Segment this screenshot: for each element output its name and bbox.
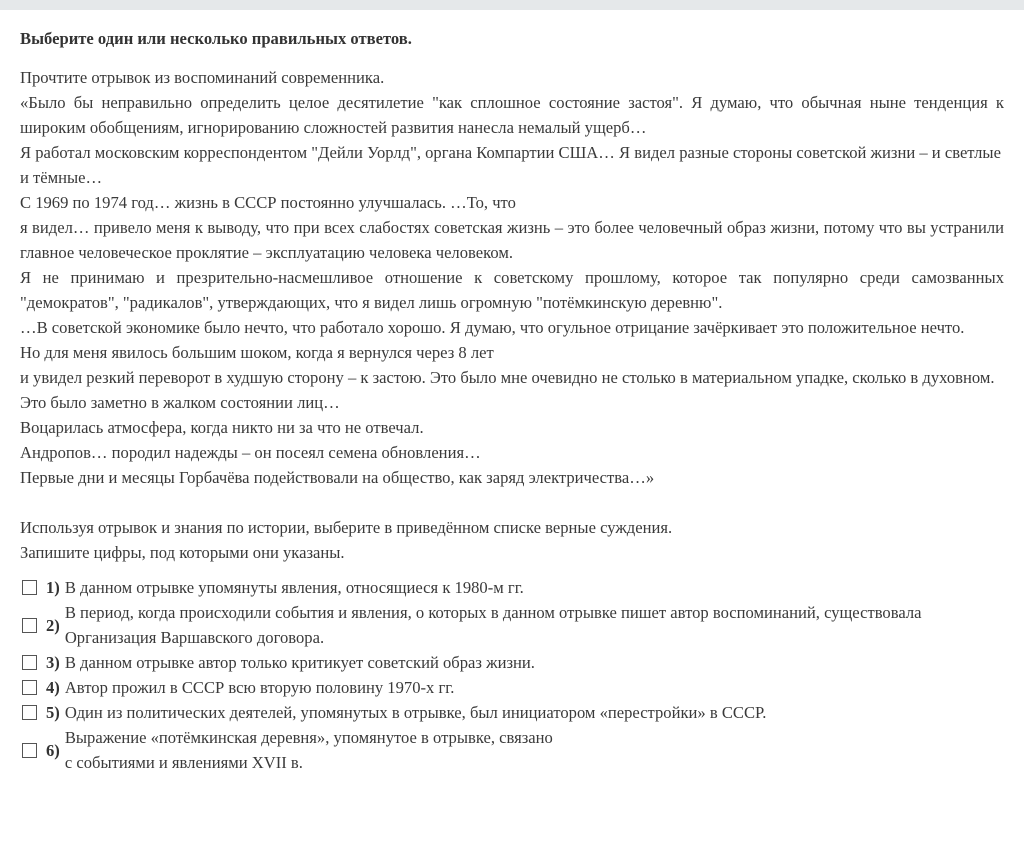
- source-passage: [20, 65, 1004, 490]
- option-checkbox[interactable]: [22, 705, 37, 720]
- option-text-line: Выражение «потёмкинская деревня», упомянутое в отрывке, связано: [64, 728, 553, 747]
- task-line-2: Запишите цифры, под которыми они указаны.: [20, 543, 345, 562]
- option-checkbox[interactable]: [22, 655, 37, 670]
- answer-option-4[interactable]: [20, 675, 1004, 700]
- answer-option-1[interactable]: [20, 575, 1004, 600]
- passage-line: и увидел резкий переворот в худшую сторону – к застою. Это было мне очевидно не столько в материальном упадке, сколько в духовном. Это было заметно в жалком состоянии лиц…: [20, 368, 995, 412]
- option-number: 5): [46, 703, 60, 722]
- option-text: [65, 575, 1004, 600]
- answer-option-6[interactable]: [20, 725, 1004, 775]
- answer-option-5[interactable]: [20, 700, 1004, 725]
- question-container: [0, 10, 1024, 775]
- option-text: [65, 650, 1004, 675]
- option-text: [65, 600, 1004, 650]
- option-text-line: В данном отрывке автор только критикует советский образ жизни.: [64, 653, 535, 672]
- passage-line: С 1969 по 1974 год… жизнь в СССР постоянно улучшалась. …То, что: [20, 193, 516, 212]
- option-number: 2): [46, 615, 60, 635]
- option-checkbox[interactable]: [22, 680, 37, 695]
- option-number: 4): [46, 678, 60, 697]
- option-text: [65, 700, 1004, 725]
- option-checkbox[interactable]: [22, 580, 37, 595]
- option-checkbox[interactable]: [22, 618, 37, 633]
- passage-line: «Было бы неправильно определить целое десятилетие "как сплошное состояние застоя". Я думаю, что обычная ныне тенденция к широким обобщениям, игнорированию сложностей развития нанесла немалый ущерб…: [20, 93, 1004, 137]
- passage-line: Но для меня явилось большим шоком, когда я вернулся через 8 лет: [20, 343, 494, 362]
- instruction-text: Выберите один или несколько правильных ответов.: [20, 29, 412, 48]
- option-text-line: Автор прожил в СССР всю вторую половину 1970-х гг.: [64, 678, 455, 697]
- task-line-1: Используя отрывок и знания по истории, выберите в приведённом списке верные суждения.: [20, 518, 673, 537]
- option-number: 1): [46, 578, 60, 597]
- passage-line: Андропов… породил надежды – он посеял семена обновления…: [20, 443, 481, 462]
- option-text-line: Организация Варшавского договора.: [64, 628, 325, 647]
- passage-line: Я не принимаю и презрительно-насмешливое отношение к советскому прошлому, которое так популярно среди самозванных "демократов", "радикалов", утверждающих, что я видел лишь огромную "потёмкинскую деревню".: [20, 268, 1004, 312]
- passage-intro: Прочтите отрывок из воспоминаний современника.: [20, 68, 385, 87]
- answer-option-2[interactable]: [20, 600, 1004, 650]
- top-bar: [0, 0, 1024, 10]
- passage-line: Первые дни и месяцы Горбачёва подействовали на общество, как заряд электричества…»: [20, 468, 655, 487]
- option-checkbox[interactable]: [22, 743, 37, 758]
- option-number: 6): [46, 740, 60, 760]
- passage-line: Я работал московским корреспондентом "Дейли Уорлд", органа Компартии США… Я видел разные стороны советской жизни – и светлые: [20, 143, 1001, 162]
- option-text: [65, 675, 1004, 700]
- task-text: [20, 515, 1004, 565]
- option-text-line: с событиями и явлениями XVII в.: [64, 753, 303, 772]
- option-text-line: В период, когда происходили события и явления, о которых в данном отрывке пишет автор воспоминаний, существовала: [64, 603, 922, 622]
- option-text-line: В данном отрывке упомянуты явления, относящиеся к 1980-м гг.: [64, 578, 524, 597]
- answer-option-3[interactable]: [20, 650, 1004, 675]
- passage-line: Воцарилась атмосфера, когда никто ни за что не отвечал.: [20, 418, 424, 437]
- passage-line: …В советской экономике было нечто, что работало хорошо. Я думаю, что огульное отрицание зачёркивает это положительное нечто.: [20, 318, 965, 337]
- passage-line: я видел… привело меня к выводу, что при всех слабостях советская жизнь – это более человечный образ жизни, потому что вы устранили главное человеческое проклятие – эксплуатацию человека человеком.: [20, 218, 1004, 262]
- option-text-line: Один из политических деятелей, упомянутых в отрывке, был инициатором «перестройки» в СССР.: [64, 703, 767, 722]
- passage-line: и тёмные…: [20, 168, 103, 187]
- option-number: 3): [46, 653, 60, 672]
- passage-lines: [20, 90, 1004, 490]
- answer-options: [20, 575, 1004, 775]
- spacer: [20, 490, 1004, 515]
- option-text: [65, 725, 1004, 775]
